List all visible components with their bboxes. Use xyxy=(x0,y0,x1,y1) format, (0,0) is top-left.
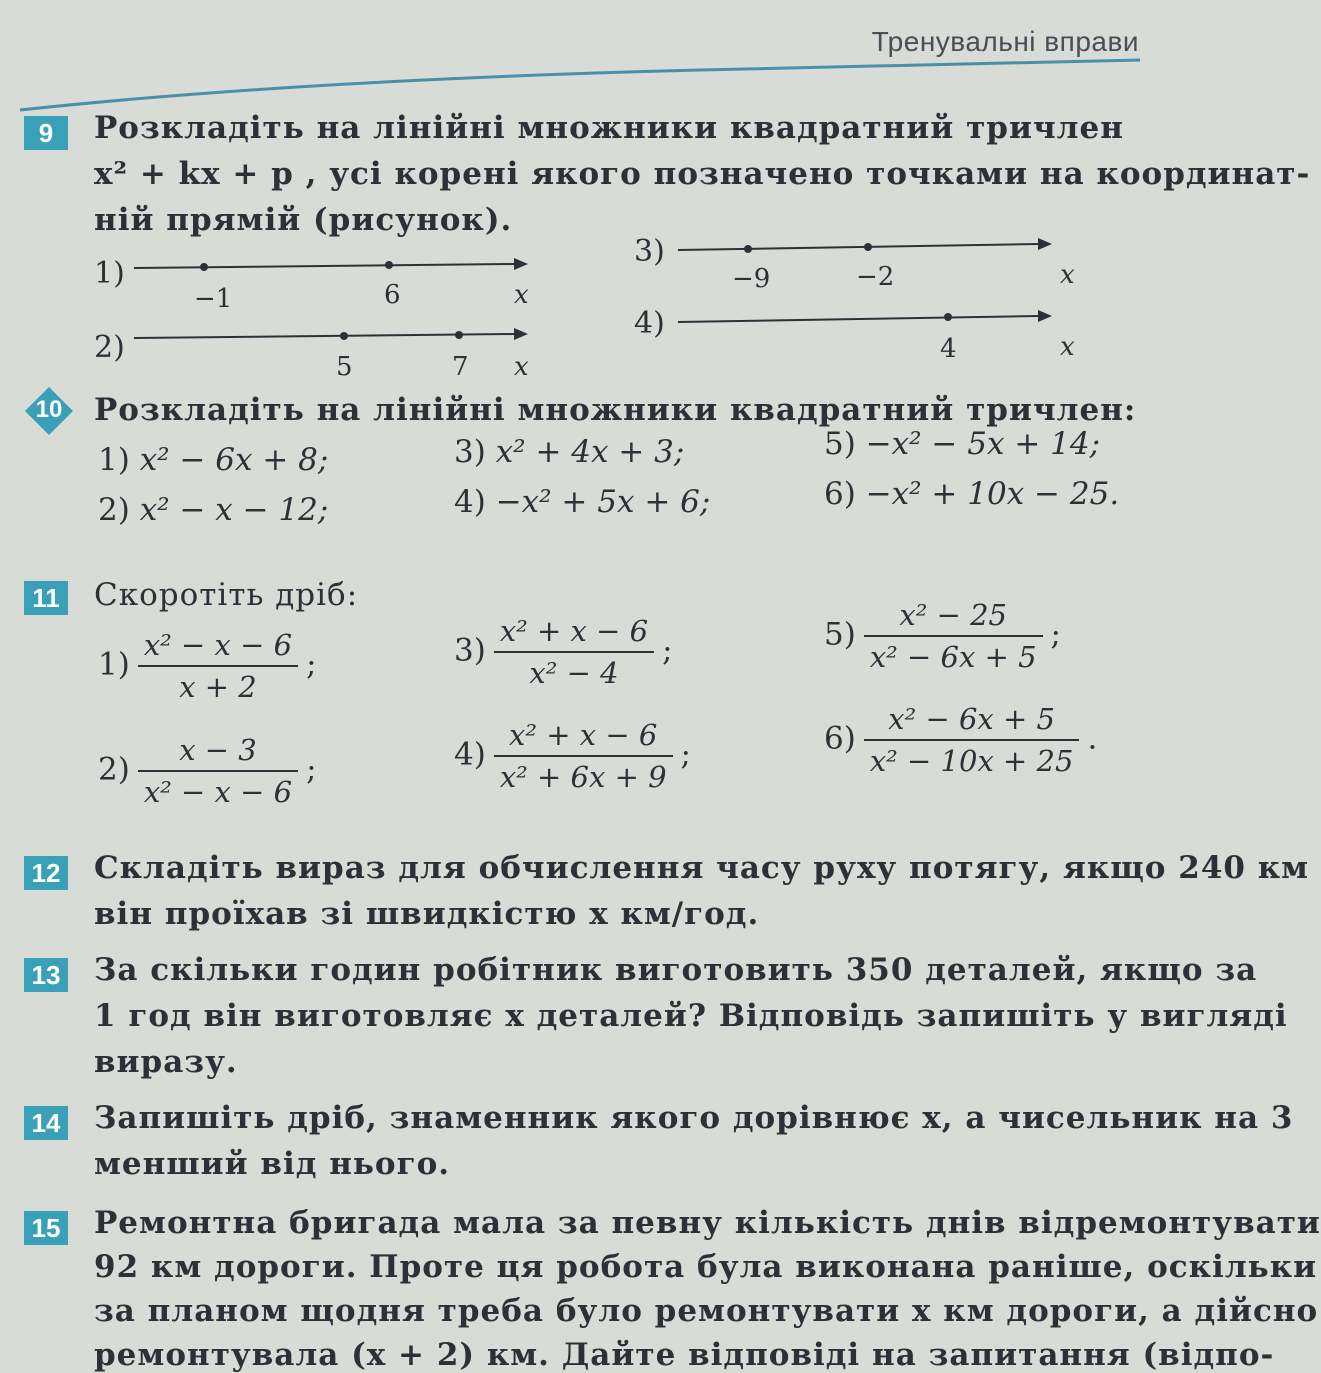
fraction-item: 3) $\frac{\text{x² + x − 6}}{\text{x² − 4}}$ ; xyxy=(454,611,673,693)
number-line-axis-label: x xyxy=(514,280,529,310)
number-line-tick: −1 xyxy=(194,284,233,314)
task-text-line: x² + kx + p , усі корені якого позначено точками на координат- xyxy=(94,156,1311,192)
number-line-tick: 4 xyxy=(940,334,957,364)
task-number-badge: 9 xyxy=(24,116,68,150)
number-line-label: 4) xyxy=(634,306,665,341)
task-text-line: виразу. xyxy=(94,1044,238,1080)
task-13 xyxy=(24,952,1288,1087)
task-text-line: ремонтувала (x + 2) км. Дайте відповіді на запитання (відпо- xyxy=(94,1337,1275,1373)
task-title: Скоротіть дріб: xyxy=(94,577,359,613)
task-text-line: 1 год він виготовляє x деталей? Відповідь запишіть у вигляді xyxy=(94,998,1288,1034)
fraction: $\frac{\text{x² − x − 6}}{x + 2}$ xyxy=(138,625,298,707)
task-number-badge: 15 xyxy=(24,1211,68,1245)
number-line-1 xyxy=(94,250,564,314)
task-10 xyxy=(24,392,1184,562)
number-line-axis xyxy=(678,306,1078,336)
number-line-label: 1) xyxy=(94,256,125,291)
number-line-tick: 7 xyxy=(452,352,469,382)
page-header-title: Тренувальні вправи xyxy=(871,26,1139,57)
number-line-axis-label: x xyxy=(1060,260,1075,290)
task-number-badge: 11 xyxy=(24,581,68,615)
exercise-item: 4) −x² + 5x + 6; xyxy=(454,484,711,520)
task-text-line: він проїхав зі швидкістю x км/год. xyxy=(94,896,760,932)
task-number-badge: 12 xyxy=(24,856,68,890)
task-text-line: 92 км дороги. Проте ця робота була виконана раніше, оскільки xyxy=(94,1249,1318,1285)
task-number-badge: 14 xyxy=(24,1106,68,1140)
task-14 xyxy=(24,1100,1294,1190)
number-line-axis-label: x xyxy=(514,352,529,382)
fraction-item: 2) $\frac{x - 3}{\text{x² − x − 6}}$ ; xyxy=(98,730,317,812)
fraction: $\frac{\text{x² − 6x + 5}}{\text{x² − 10x + 25}}$ xyxy=(864,699,1080,781)
number-line-axis xyxy=(134,324,604,354)
number-line-tick: −9 xyxy=(732,264,771,294)
fraction-item: 1) $\frac{\text{x² − x − 6}}{x + 2}$ ; xyxy=(98,625,317,707)
task-text-line: Складіть вираз для обчислення часу руху потягу, якщо 240 км xyxy=(94,850,1310,886)
exercise-item: 1) x² − 6x + 8; xyxy=(98,442,329,478)
task-text-line: За скільки годин робітник виготовить 350 деталей, якщо за xyxy=(94,952,1258,988)
task-text-line: менший від нього. xyxy=(94,1146,451,1182)
number-line-tick: 6 xyxy=(384,280,401,310)
number-line-axis xyxy=(678,234,1078,264)
fraction: $\frac{x - 3}{\text{x² − x − 6}}$ xyxy=(138,730,298,812)
exercise-item: 5) −x² − 5x + 14; xyxy=(824,426,1101,462)
task-text-line: Запишіть дріб, знаменник якого дорівнює x, а чисельник на 3 xyxy=(94,1100,1294,1136)
number-line-label: 3) xyxy=(634,234,665,269)
task-text-line: Розкладіть на лінійні множники квадратний тричлен xyxy=(94,110,1124,146)
task-9 xyxy=(24,110,1311,382)
fraction-item: 6) $\frac{\text{x² − 6x + 5}}{\text{x² − 10x + 25}}$ . xyxy=(824,699,1097,781)
exercise-item: 6) −x² + 10x − 25. xyxy=(824,476,1120,512)
fraction: $\frac{\text{x² + x − 6}}{\text{x² + 6x + 9}}$ xyxy=(494,715,673,797)
task-number-badge: 13 xyxy=(24,958,68,992)
task-text-line: за планом щодня треба було ремонтувати x км дороги, а дійсно xyxy=(94,1293,1319,1329)
fraction: $\frac{\text{x² + x − 6}}{\text{x² − 4}}$ xyxy=(494,611,654,693)
task-text-line: ній прямій (рисунок). xyxy=(94,202,513,238)
number-line-4 xyxy=(634,302,1094,362)
task-text-line: Ремонтна бригада мала за певну кількість днів відремонтувати xyxy=(94,1205,1321,1241)
task-number-badge: 10 xyxy=(26,394,66,434)
task-11 xyxy=(24,575,1184,835)
number-line-label: 2) xyxy=(94,330,125,365)
number-line-tick: −2 xyxy=(856,262,895,292)
fraction-item: 4) $\frac{\text{x² + x − 6}}{\text{x² + 6x + 9}}$ ; xyxy=(454,715,691,797)
number-line-axis-label: x xyxy=(1060,332,1075,362)
header-rule xyxy=(0,0,1201,120)
task-title: Розкладіть на лінійні множники квадратний тричлен: xyxy=(94,392,1137,428)
number-line-2 xyxy=(94,320,564,380)
number-line-axis xyxy=(134,254,604,284)
fraction-item: 5) $\frac{\text{x² − 25}}{\text{x² − 6x + 5}}$ ; xyxy=(824,595,1061,677)
fraction: $\frac{\text{x² − 25}}{\text{x² − 6x + 5}}$ xyxy=(864,595,1043,677)
number-line-3 xyxy=(634,230,1094,294)
exercise-item: 2) x² − x − 12; xyxy=(98,492,329,528)
exercise-item: 3) x² + 4x + 3; xyxy=(454,434,685,470)
task-15 xyxy=(24,1205,1321,1373)
task-12 xyxy=(24,850,1310,940)
number-line-tick: 5 xyxy=(336,352,353,382)
